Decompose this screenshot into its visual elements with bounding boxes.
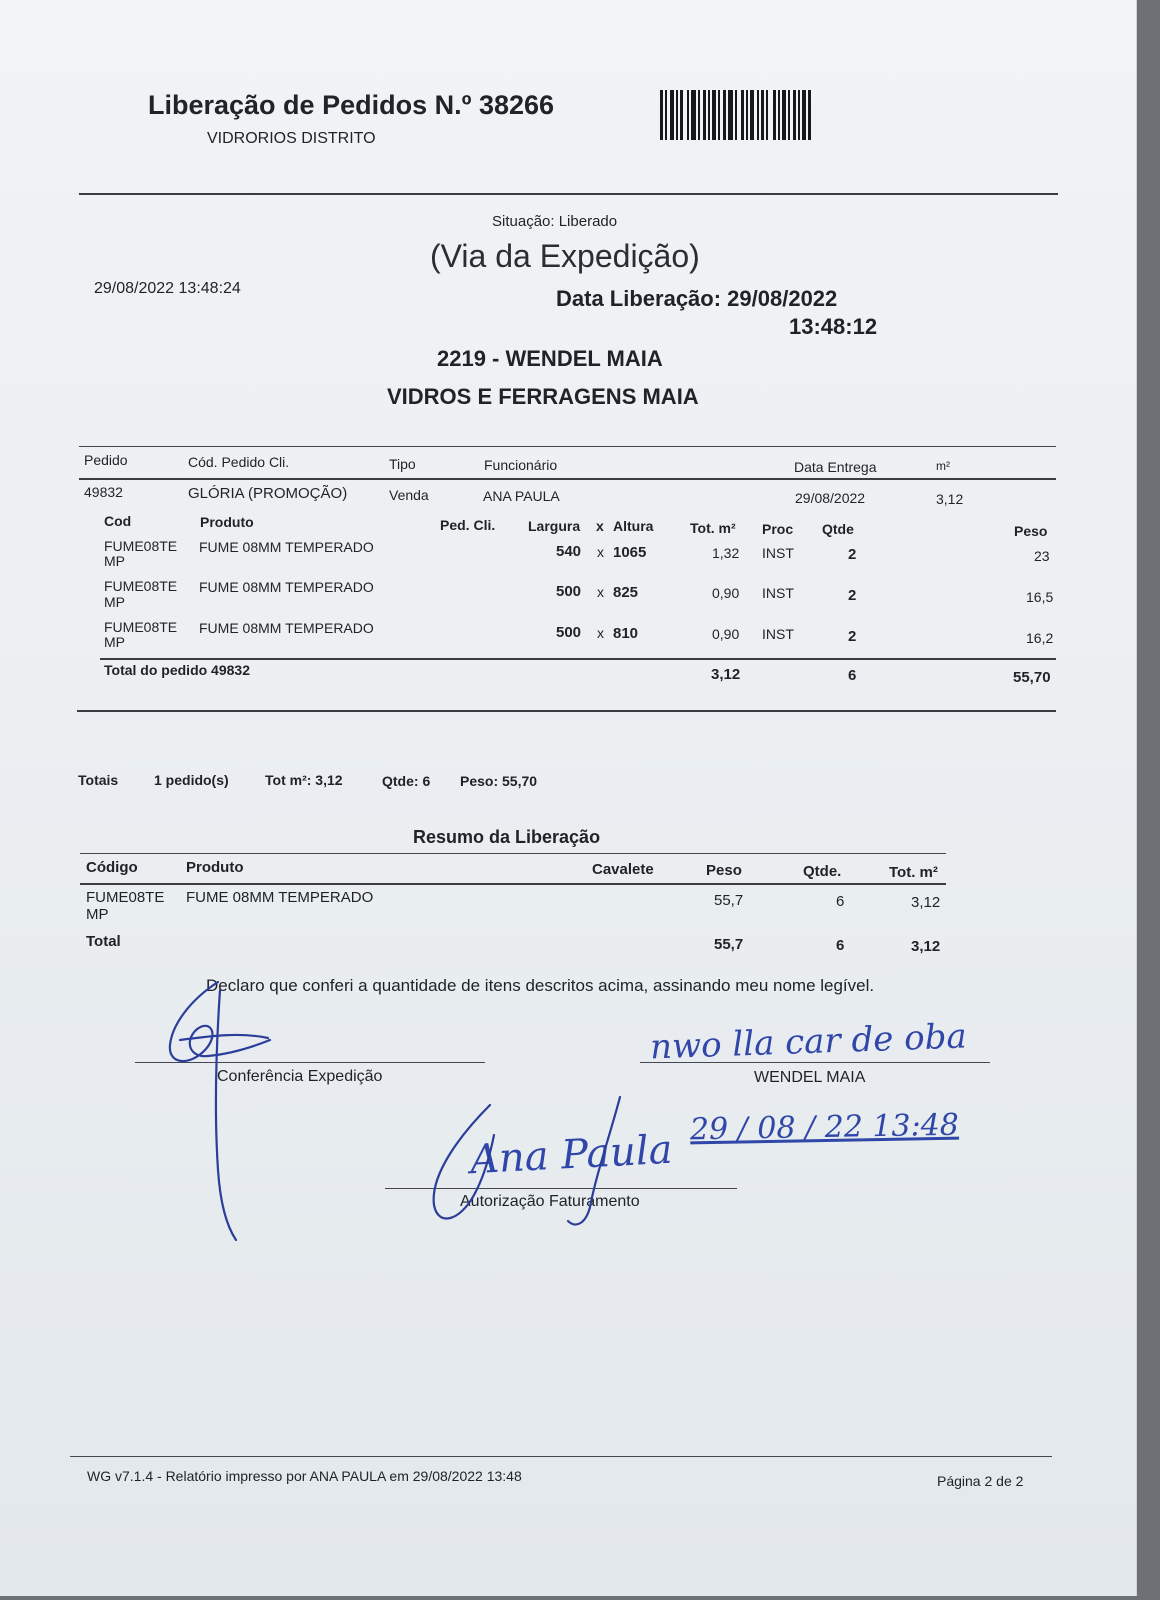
company-name: VIDRORIOS DISTRITO [207,130,376,147]
item-largura: 500 [556,583,582,600]
col-codigo: Código [86,859,138,876]
order-number: 49832 [84,484,123,500]
col-largura: Largura [528,518,581,534]
item-tot-m2: 0,90 [712,626,740,642]
employee: ANA PAULA [483,488,560,504]
col-m2: m² [936,459,950,473]
copy-label: (Via da Expedição) [430,238,700,274]
printed-at: 29/08/2022 13:48:24 [94,280,241,297]
divider [100,658,1056,660]
item-largura: 540 [556,543,582,560]
item-produto: FUME 08MM TEMPERADO [199,539,374,555]
item-tot-m2: 0,90 [712,585,740,601]
divider [70,1456,1052,1457]
conferencia-signature [150,970,290,1250]
col-x: x [596,518,604,534]
item-qtde: 2 [848,546,857,563]
totals-orders: 1 pedido(s) [154,772,229,788]
item-altura: 825 [613,584,639,601]
col-qtde: Qtde. [803,863,842,880]
summary-total-qtde: 6 [836,937,845,954]
situation-label: Situação: Liberado [492,213,618,230]
col-peso: Peso [706,862,742,879]
summary-cod: FUME08TE [86,889,165,906]
summary-total-label: Total [86,933,121,950]
item-peso: 16,5 [1026,589,1054,605]
client-handwritten-name: nwo lla car de oba [649,1016,968,1068]
client-order-code: GLÓRIA (PROMOÇÃO) [188,485,348,502]
totals-peso: Peso: 55,70 [460,773,538,789]
item-cod: FUME08TE [104,538,178,554]
divider [79,478,1056,480]
divider [80,883,946,885]
item-cod-suffix: MP [104,553,125,569]
item-x: x [597,584,604,600]
barcode [660,90,832,140]
order-m2: 3,12 [936,491,964,507]
signature-label-conferencia: Conferência Expedição [217,1068,383,1085]
autorizacao-signature [420,1095,650,1235]
item-produto: FUME 08MM TEMPERADO [199,579,374,595]
order-total-label: Total do pedido 49832 [104,662,250,678]
summary-peso: 55,7 [714,892,744,909]
col-ped-cli: Ped. Cli. [440,517,496,533]
summary-total-peso: 55,7 [714,936,744,953]
client-name: VIDROS E FERRAGENS MAIA [387,384,699,409]
divider [80,853,946,854]
summary-produto: FUME 08MM TEMPERADO [186,889,374,906]
col-cavalete: Cavalete [592,861,654,878]
item-proc: INST [762,545,794,561]
col-pedido: Pedido [84,452,128,468]
col-altura: Altura [613,518,654,534]
item-cod-suffix: MP [104,594,125,610]
col-produto: Produto [186,859,244,876]
item-proc: INST [762,626,794,642]
signature-label-client: WENDEL MAIA [754,1069,866,1086]
order-total-m2: 3,12 [711,666,741,683]
item-produto: FUME 08MM TEMPERADO [199,620,374,636]
autorizacao-handwritten-name: Ana Paula [468,1126,674,1184]
col-tipo: Tipo [389,456,416,472]
order-type: Venda [389,487,429,503]
summary-cod-suffix: MP [86,906,109,923]
divider [79,193,1058,195]
item-qtde: 2 [848,628,857,645]
col-proc: Proc [762,521,794,537]
col-cod: Cod [104,513,132,529]
summary-total-m2: 3,12 [911,938,941,955]
release-time: 13:48:12 [789,314,878,339]
client-line: 2219 - WENDEL MAIA [437,346,663,371]
col-tot-m2: Tot. m² [889,864,938,881]
release-date: Data Liberação: 29/08/2022 [556,286,838,311]
summary-tot-m2: 3,12 [911,894,941,911]
page-number: Página 2 de 2 [937,1473,1024,1489]
totals-label: Totais [78,772,119,788]
col-produto: Produto [200,514,254,530]
item-altura: 1065 [613,544,647,561]
summary-qtde: 6 [836,893,845,910]
item-qtde: 2 [848,587,857,604]
item-peso: 23 [1034,548,1050,564]
delivery-date: 29/08/2022 [795,490,866,506]
declaration-text: Declaro que conferi a quantidade de itens descritos acima, assinando meu nome legível. [206,976,875,995]
summary-title: Resumo da Liberação [413,827,601,847]
col-tot-m2: Tot. m² [690,520,736,536]
item-cod-suffix: MP [104,634,125,650]
order-total-peso: 55,70 [1013,669,1051,686]
item-tot-m2: 1,32 [712,545,740,561]
document-title: Liberação de Pedidos N.º 38266 [148,90,555,120]
item-cod: FUME08TE [104,578,178,594]
footer-print-info: WG v7.1.4 - Relatório impresso por ANA PAULA em 29/08/2022 13:48 [87,1468,522,1484]
order-total-qtde: 6 [848,667,857,684]
col-qtde: Qtde [822,521,854,537]
totals-m2: Tot m²: 3,12 [265,772,343,788]
item-altura: 810 [613,625,639,642]
item-proc: INST [762,585,794,601]
divider [79,446,1056,447]
signature-label-autorizacao: Autorização Faturamento [460,1193,640,1210]
totals-qtde: Qtde: 6 [382,773,431,789]
col-data-entrega: Data Entrega [794,459,877,475]
item-cod: FUME08TE [104,619,178,635]
handwritten-date: 29 / 08 / 22 13:48 [689,1107,960,1148]
col-peso: Peso [1014,523,1048,539]
divider [77,710,1056,712]
item-x: x [597,625,604,641]
item-peso: 16,2 [1026,630,1054,646]
col-funcionario: Funcionário [484,457,558,473]
item-x: x [597,544,604,560]
item-largura: 500 [556,624,582,641]
col-cod-pedido-cli: Cód. Pedido Cli. [188,454,290,470]
